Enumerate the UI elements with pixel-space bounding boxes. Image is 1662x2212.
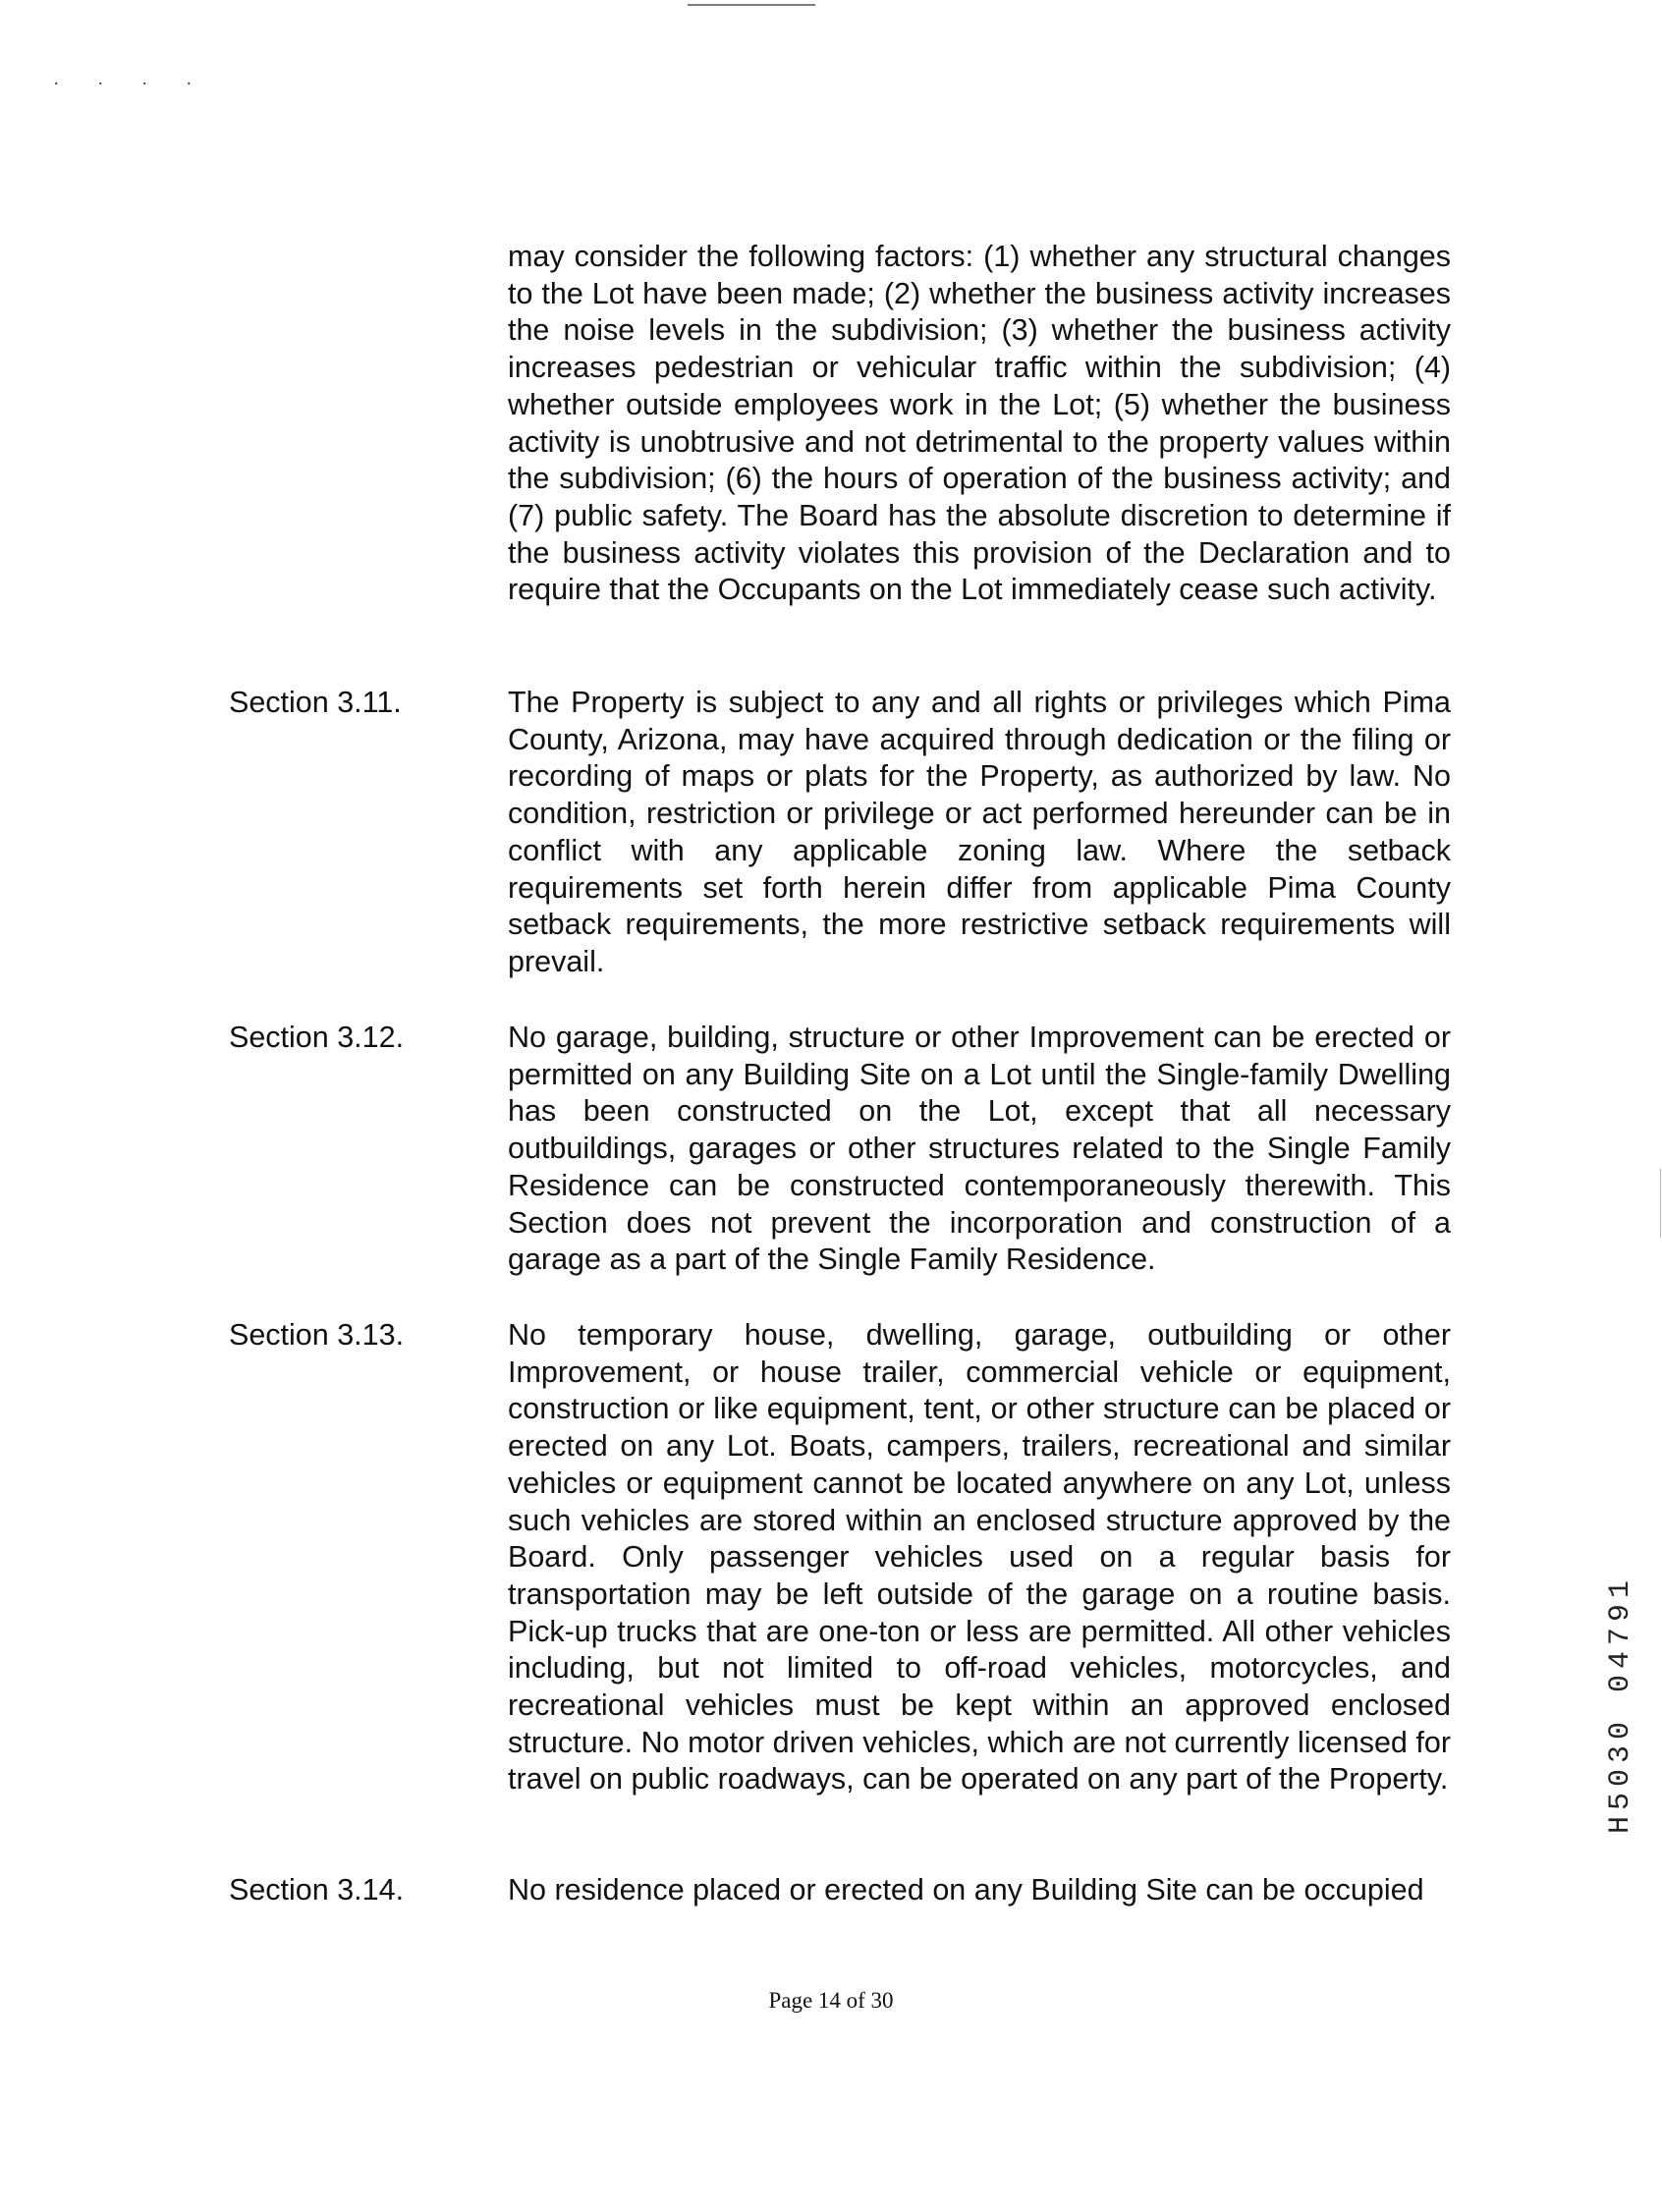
section-label: Section 3.14. <box>229 1873 405 1907</box>
section-label: Section 3.11. <box>229 686 402 719</box>
section-text: No residence placed or erected on any Building Site can be occupied <box>508 1873 1424 1907</box>
section-label: Section 3.12. <box>229 1021 405 1054</box>
scan-artifact-top <box>688 4 815 9</box>
section-text: No garage, building, structure or other Improvement can be erected or permitted on any Building Site on a Lot until the Single-family Dwelling has been constructed on the Lot, except that all necessary outbuildings, garages or other structures related to the Single Family Residence can be constructed contemporaneously therewith. This Section does not prevent the incorporation and construction of a garage as a part of the Single Family Residence. <box>508 1021 1451 1277</box>
scan-edge-mark <box>1660 1169 1661 1238</box>
page-number-footer: Page 14 of 30 <box>768 1988 894 2013</box>
section-text: No temporary house, dwelling, garage, outbuilding or other Improvement, or house trailer, commercial vehicle or equipment, construction or like equipment, tent, or other structure can be placed or erected on any Lot. Boats, campers, trailers, recreational and similar vehicles or equipment cannot be located anywhere on any Lot, unless such vehicles are stored within an enclosed structure approved by the Board. Only passenger vehicles used on a regular basis for transportation may be left outside of the garage on a routine basis. Pick-up trucks that are one-ton or less are permitted. All other vehicles including, but not limited to off-road vehicles, motorcycles, and recreational vehicles must be kept within an approved enclosed structure. No motor driven vehicles, which are not currently licensed for travel on public roadways, can be operated on any part of the Property. <box>508 1318 1451 1797</box>
scan-artifact-dots: . . . . <box>54 69 209 88</box>
continuation-paragraph: may consider the following factors: (1) whether any structural changes to the Lot have been made; (2) whether the business activity increases the noise levels in the subdivision; (3) whether the business activity increases pedestrian or vehicular traffic within the subdivision; (4) whether outside employees work in the Lot; (5) whether the business activity is unobtrusive and not detrimental to the property values within the subdivision; (6) the hours of operation of the business activity; and (7) public safety. The Board has the absolute discretion to determine if the business activity violates this provision of the Declaration and to require that the Occupants on the Lot immediately cease such activity. <box>508 240 1451 607</box>
section-text: The Property is subject to any and all rights or privileges which Pima County, Arizona, may have acquired through dedication or the filing or recording of maps or plats for the Property, as authorized by law. No condition, restriction or privilege or act performed hereunder can be in conflict with any applicable zoning law. Where the setback requirements set forth herein differ from applicable Pima County setback requirements, the more restrictive setback requirements will prevail. <box>508 686 1451 978</box>
recording-stamp <box>1591 1567 1650 1842</box>
recording-stamp-text: H5030 04791 <box>1604 1574 1637 1835</box>
section-label: Section 3.13. <box>229 1318 405 1352</box>
